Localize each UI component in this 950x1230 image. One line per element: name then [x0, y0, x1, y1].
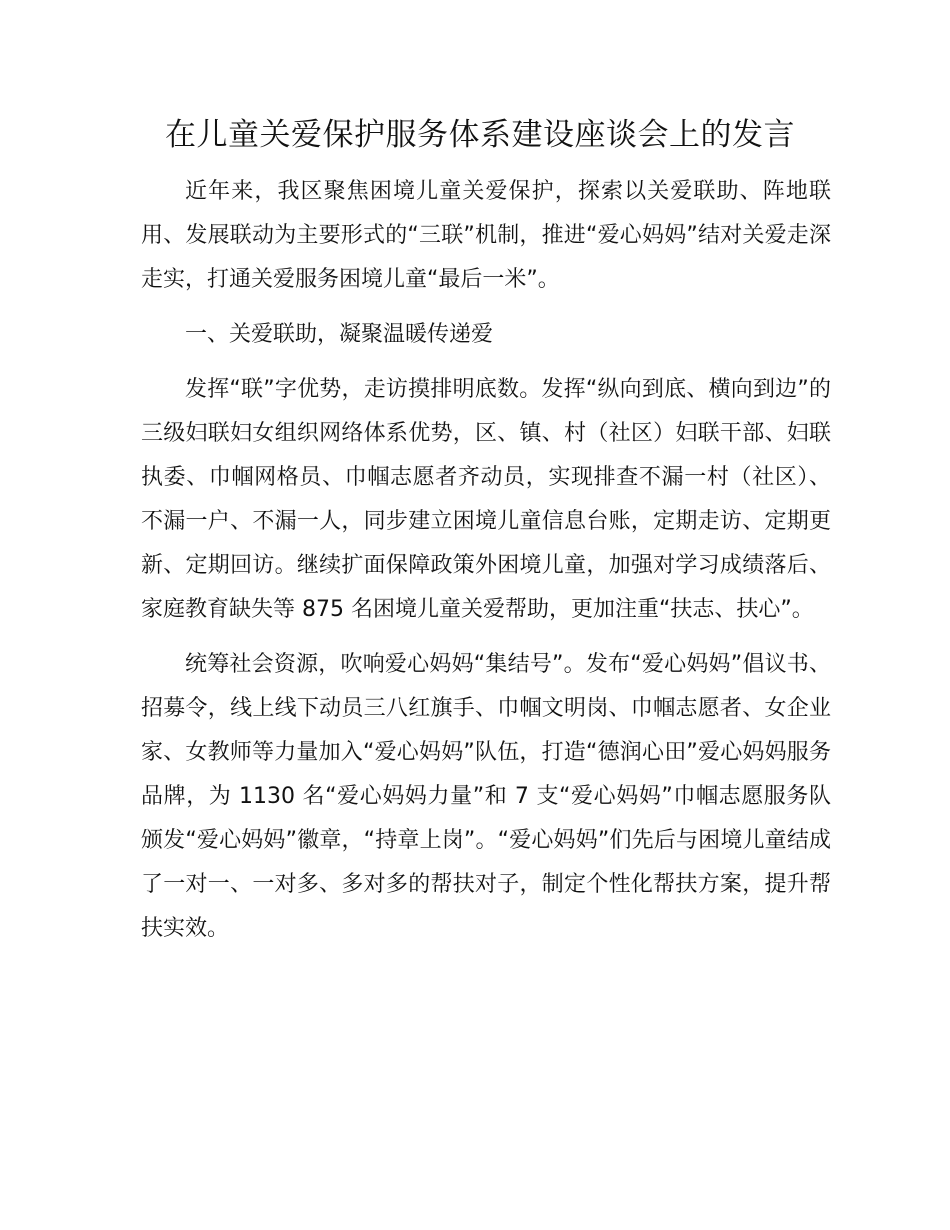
paragraph-survey: 发挥“联”字优势，走访摸排明底数。发挥“纵向到底、横向到边”的三级妇联妇女组织网络体系优势，区、镇、村（社区）妇联干部、妇联执委、巾帼网格员、巾帼志愿者齐动员，实现排查不漏一村（社区）、不漏一户、不漏一人，同步建立困境儿童信息台账，定期走访、定期更新、定期回访。继续扩面保障政策外困境儿童，加强对学习成绩落后、家庭教育缺失等 875 名困境儿童关爱帮助，更加注重“扶志、扶心”。 — [141, 377, 831, 622]
document-body — [141, 170, 831, 962]
paragraph-resources: 统筹社会资源，吹响爱心妈妈“集结号”。发布“爱心妈妈”倡议书、招募令，线上线下动员三八红旗手、巾帼文明岗、巾帼志愿者、女企业家、女教师等力量加入“爱心妈妈”队伍，打造“德润心田”爱心妈妈服务品牌，为 1130 名“爱心妈妈力量”和 7 支“爱心妈妈”巾帼志愿服务队颁发“爱心妈妈”徽章，“持章上岗”。“爱心妈妈”们先后与困境儿童结成了一对一、一对多、多对多的帮扶对子，制定个性化帮扶方案，提升帮扶实效。 — [141, 652, 831, 941]
paragraph-intro: 近年来，我区聚焦困境儿童关爱保护，探索以关爱联助、阵地联用、发展联动为主要形式的“三联”机制，推进“爱心妈妈”结对关爱走深走实，打通关爱服务困境儿童“最后一米”。 — [141, 179, 831, 292]
document-title: 在儿童关爱保护服务体系建设座谈会上的发言 — [165, 117, 795, 153]
section-heading: 一、关爱联助，凝聚温暖传递爱 — [185, 322, 494, 347]
